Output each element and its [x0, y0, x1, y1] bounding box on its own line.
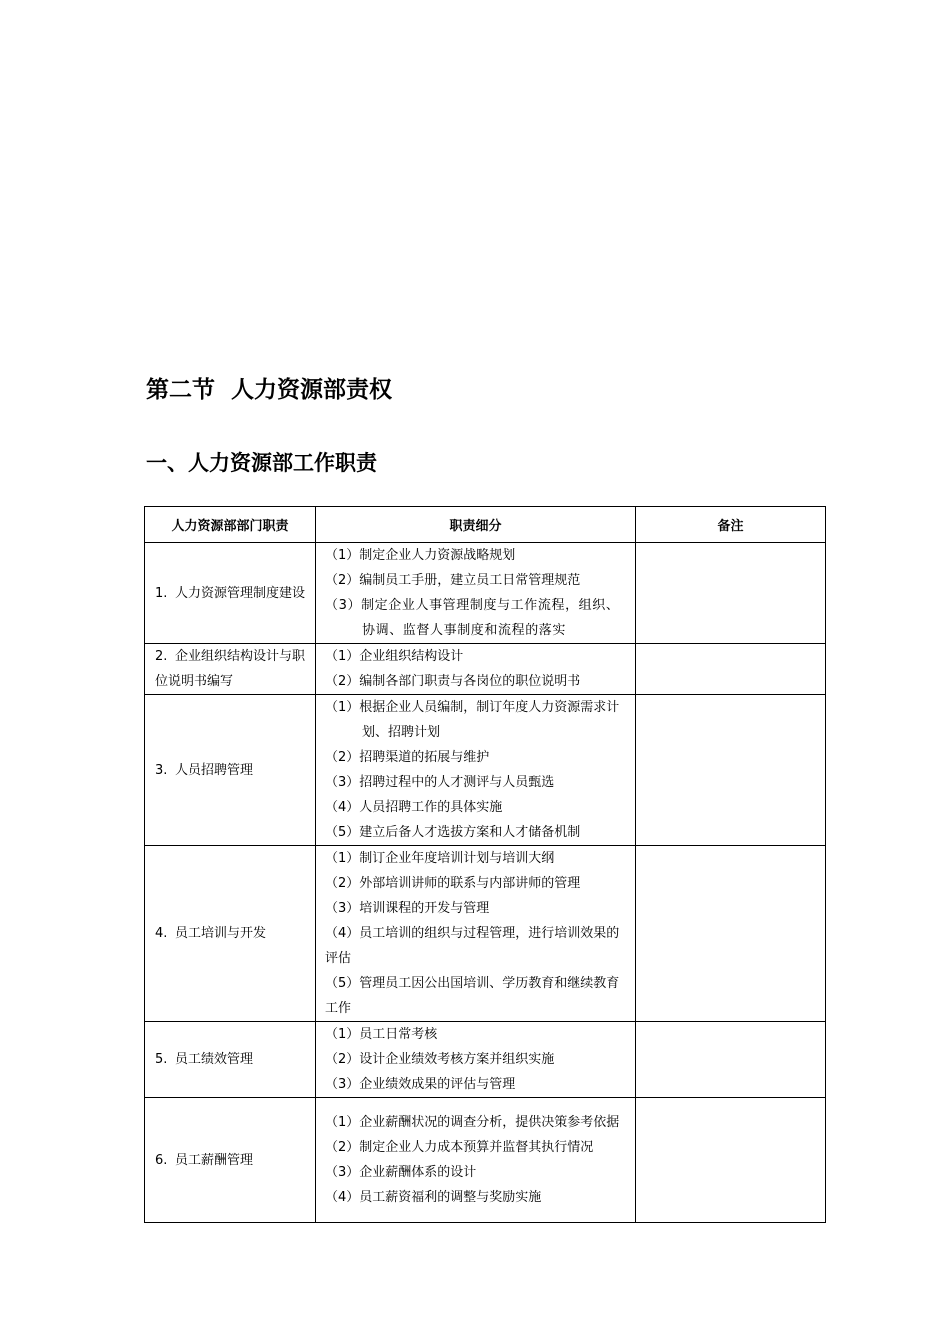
detail-item: （4）人员招聘工作的具体实施 — [325, 800, 503, 815]
note-cell — [636, 543, 826, 644]
detail-item: （2）设计企业绩效考核方案并组织实施 — [325, 1052, 555, 1067]
detail-cell — [316, 1098, 636, 1223]
note-cell — [636, 1098, 826, 1223]
detail-item: （3）企业薪酬体系的设计 — [325, 1165, 477, 1180]
duty-cell — [145, 1022, 316, 1098]
detail-item: （1）制订企业年度培训计划与培训大纲 — [325, 851, 555, 866]
duty-text: 人员招聘管理 — [175, 762, 254, 778]
detail-cell — [316, 1022, 636, 1098]
duty-number: 3. — [155, 762, 168, 778]
duty-number: 5. — [155, 1052, 168, 1067]
duty-text: 员工培训与开发 — [175, 926, 267, 941]
duty-cell — [145, 846, 316, 1022]
detail-item: （2）外部培训讲师的联系与内部讲师的管理 — [325, 876, 581, 891]
detail-cell — [316, 543, 636, 644]
duty-text: 员工薪酬管理 — [175, 1152, 254, 1168]
duty-text: 人力资源管理制度建设 — [175, 585, 306, 601]
table-row — [145, 1022, 826, 1098]
duty-cell — [145, 1098, 316, 1223]
table-row — [145, 543, 826, 644]
table-row — [145, 695, 826, 846]
detail-item: （1）制定企业人力资源战略规划 — [325, 548, 516, 563]
detail-item: （5）建立后备人才选拔方案和人才储备机制 — [325, 825, 581, 840]
duty-number: 4. — [155, 926, 168, 941]
duty-number: 2. — [155, 649, 168, 664]
note-cell — [636, 644, 826, 695]
detail-item: （2）编制员工手册，建立员工日常管理规范 — [325, 573, 581, 588]
table-row — [145, 644, 826, 695]
detail-item: （3）培训课程的开发与管理 — [325, 901, 490, 916]
detail-item: （1）企业组织结构设计 — [325, 649, 464, 664]
detail-item: （3）制定企业人事管理制度与工作流程，组织、协调、监督人事制度和流程的落实 — [325, 598, 620, 638]
duty-text: 员工绩效管理 — [175, 1052, 254, 1067]
table-row — [145, 846, 826, 1022]
header-note: 备注 — [636, 507, 826, 543]
table-row — [145, 1098, 826, 1223]
detail-item: （3）招聘过程中的人才测评与人员甄选 — [325, 775, 555, 790]
header-duty-detail: 职责细分 — [316, 507, 636, 543]
table-header-row — [145, 507, 826, 543]
note-cell — [636, 846, 826, 1022]
duty-number: 1. — [155, 585, 168, 601]
detail-item: （1）企业薪酬状况的调查分析，提供决策参考依据 — [325, 1115, 620, 1130]
detail-item: （3）企业绩效成果的评估与管理 — [325, 1077, 516, 1092]
detail-cell — [316, 644, 636, 695]
duty-table — [144, 506, 826, 1223]
duty-cell — [145, 695, 316, 846]
sub-title: 一、人力资源部工作职责 — [146, 451, 377, 475]
detail-item: （1）根据企业人员编制，制订年度人力资源需求计划、招聘计划 — [325, 700, 620, 740]
note-cell — [636, 1022, 826, 1098]
detail-item: （5）管理员工因公出国培训、学历教育和继续教育工作 — [325, 976, 620, 1016]
detail-item: （2）编制各部门职责与各岗位的职位说明书 — [325, 674, 581, 689]
detail-cell — [316, 846, 636, 1022]
detail-cell — [316, 695, 636, 846]
duty-text: 企业组织结构设计与职位说明书编写 — [155, 649, 306, 689]
detail-item: （4）员工薪资福利的调整与奖励实施 — [325, 1190, 542, 1205]
section-title: 第二节 人力资源部责权 — [146, 377, 393, 403]
header-dept-duty: 人力资源部部门职责 — [145, 507, 316, 543]
duty-cell — [145, 644, 316, 695]
detail-item: （2）制定企业人力成本预算并监督其执行情况 — [325, 1140, 594, 1155]
duty-number: 6. — [155, 1152, 168, 1168]
detail-item: （1）员工日常考核 — [325, 1027, 438, 1042]
note-cell — [636, 695, 826, 846]
detail-item: （4）员工培训的组织与过程管理，进行培训效果的评估 — [325, 926, 620, 966]
duty-cell — [145, 543, 316, 644]
detail-item: （2）招聘渠道的拓展与维护 — [325, 750, 490, 765]
